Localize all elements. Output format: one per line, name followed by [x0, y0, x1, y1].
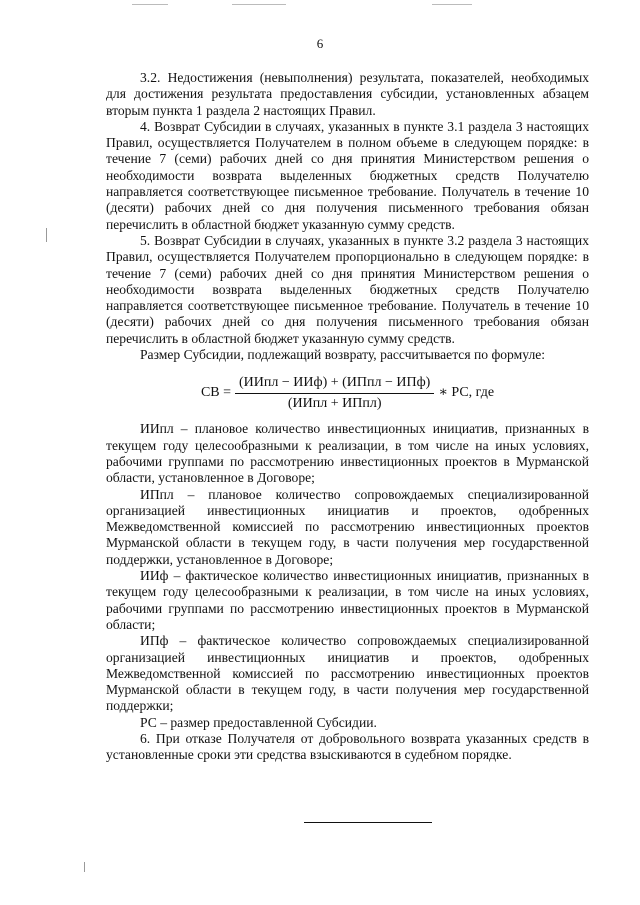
- definition-ippl: ИПпл – плановое количество сопровождаемых специализированной организацией инвестиционных инициатив и проектов, одобренных Межведомственной комиссией по рассмотрению инвестиционных проектов Мурманской области в текущем году, в части получения мер государственной поддержки, установленное в Договоре;: [106, 486, 589, 567]
- formula-denominator: (ИИпл + ИПпл): [287, 395, 382, 411]
- closing-line: [304, 822, 432, 823]
- document-body: [106, 70, 589, 764]
- scan-mark-center: [232, 4, 286, 5]
- paragraph-6: 6. При отказе Получателя от добровольного возврата указанных средств в установленные сроки эти средства взыскиваются в судебном порядке.: [106, 730, 589, 763]
- definition-rs: РС – размер предоставленной Субсидии.: [140, 714, 377, 730]
- paragraph-4: 4. Возврат Субсидии в случаях, указанных в пункте 3.1 раздела 3 настоящих Правил, осуществляется Получателем в полном объеме в следующем порядке: в течение 7 (семи) рабочих дней со дня принятия Министерством решения о необходимости возврата выделенных бюджетных средств Получателю направляется соответствующее письменное требование. Получатель в течение 10 (десяти) рабочих дней со дня получения письменного требования обязан перечислить в областной бюджет указанную сумму средств.: [106, 118, 589, 232]
- definition-ipf: ИПф – фактическое количество сопровождаемых специализированной организацией инвестиционных инициатив и проектов, одобренных Межведомственной комиссией по рассмотрению инвестиционных проектов Мурманской области в текущем году, в части получения мер государственной поддержки;: [106, 633, 589, 714]
- paragraph-5: 5. Возврат Субсидии в случаях, указанных в пункте 3.2 раздела 3 настоящих Правил, осуществляется Получателем пропорционально в следующем порядке: в течение 7 (семи) рабочих дней со дня принятия Министерством решения о необходимости возврата выделенных бюджетных средств Получателю направляется соответствующее письменное требование. Получатель в течение 10 (десяти) рабочих дней со дня получения письменного требования обязан перечислить в областной бюджет указанную сумму средств.: [106, 232, 589, 346]
- formula-fraction: [235, 375, 434, 413]
- formula-rhs: ∗ РС, где: [438, 385, 495, 401]
- scan-speck: [84, 862, 85, 872]
- formula-lhs: СВ =: [200, 385, 232, 401]
- scan-mark-right: [432, 4, 472, 5]
- definition-iipl: ИИпл – плановое количество инвестиционных инициатив, признанных в текущем году целесообразными к реализации, в том числе на иных условиях, рабочими группами по рассмотрению инвестиционных проектов в Мурманской области, установленное в Договоре;: [106, 421, 589, 486]
- scan-speck: [46, 228, 47, 242]
- paragraph-3-2: 3.2. Недостижения (невыполнения) результата, показателей, необходимых для достижения результата предоставления субсидии, установленных абзацем вторым пункта 1 раздела 2 настоящих Правил.: [106, 70, 589, 118]
- scan-mark-left: [132, 4, 168, 5]
- formula-intro: Размер Субсидии, подлежащий возврату, рассчитывается по формуле:: [140, 347, 546, 363]
- refund-formula: [106, 371, 589, 415]
- definition-iif: ИИф – фактическое количество инвестиционных инициатив, признанных в текущем году целесообразными к реализации, в том числе на иных условиях, рабочими группами по рассмотрению инвестиционных проектов в Мурманской области;: [106, 568, 589, 632]
- page-number: 6: [316, 36, 324, 51]
- formula-numerator: (ИИпл − ИИф) + (ИПпл − ИПф): [235, 375, 434, 394]
